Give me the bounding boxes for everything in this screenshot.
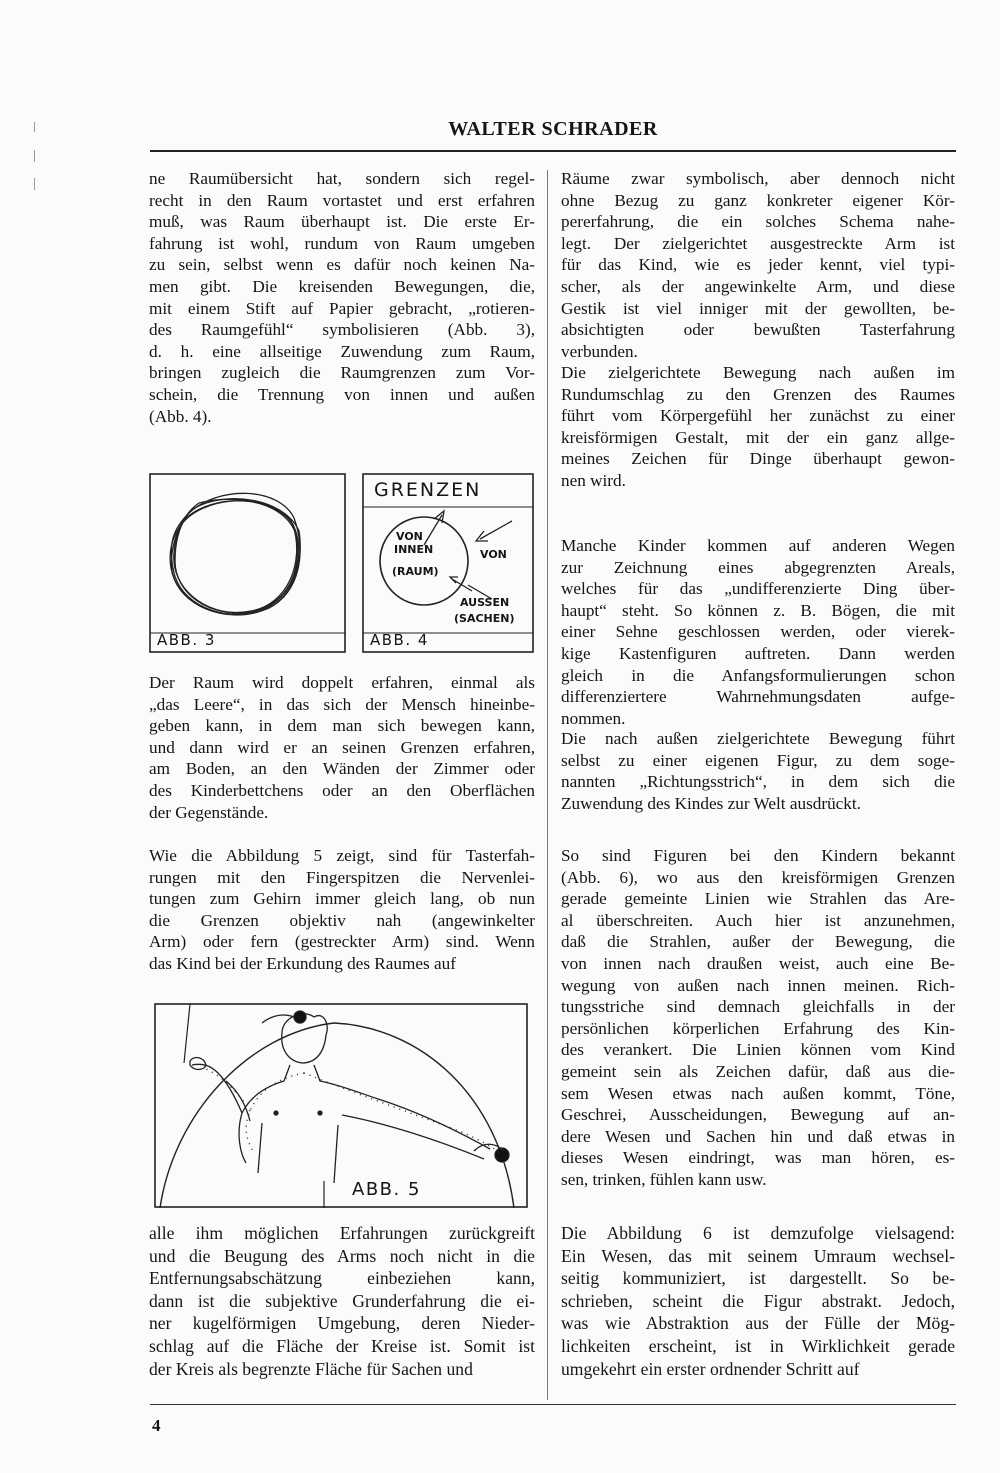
text-line: seitig kommuniziert, ist dargestellt. So be- xyxy=(561,1268,955,1289)
text-line: der Kreis als begrenzte Fläche für Sachen und xyxy=(149,1358,473,1379)
text-line: sen, trinken, fühlen kann usw. xyxy=(561,1169,767,1189)
abb4-label-von-outside: VON xyxy=(480,548,507,561)
abb3-rotating-circles xyxy=(170,493,300,615)
left-paragraph-3 xyxy=(149,845,535,975)
text-line: nen wird. xyxy=(561,470,626,490)
abb5-reach-arc xyxy=(160,1023,514,1208)
text-line: bringen zugleich die Raumgrenzen zum Vor- xyxy=(149,363,535,383)
text-line: geben kann, in dem man sich bewegen kann, xyxy=(149,716,535,736)
margin-mark xyxy=(34,178,35,190)
text-line: welches für das „undifferenzierte Ding über- xyxy=(561,579,955,599)
footer-rule xyxy=(150,1404,956,1405)
text-line: pererfahrung, die ein solches Schema nahe- xyxy=(561,212,955,232)
text-line: Die nach außen zielgerichtete Bewegung führt xyxy=(561,729,955,748)
abb5-figure-outline xyxy=(190,1011,509,1183)
text-line: umgekehrt ein erster ordnender Schritt auf xyxy=(561,1358,860,1379)
abb4-boundary-circle xyxy=(380,517,468,605)
text-line: gleich in die Anfangsformulierungen schon xyxy=(561,665,955,685)
text-line: des verankert. Die Linien können vom Kind xyxy=(561,1040,955,1060)
text-line: „das Leere“, in das sich der Mensch hineinbe- xyxy=(149,694,535,714)
margin-mark xyxy=(34,150,35,162)
text-line: des Kinderbettchens oder an den Oberflächen xyxy=(149,780,535,800)
abb4-label-von-inside: VON xyxy=(396,530,423,543)
text-line: schlag auf die Fläche der Kreise ist. Somit ist xyxy=(149,1335,535,1356)
right-paragraph-4 xyxy=(561,728,955,814)
text-line: Der Raum wird doppelt erfahren, einmal als xyxy=(149,673,535,692)
text-line: Entfernungsabschätzung einbeziehen kann, xyxy=(149,1268,535,1289)
text-line: für das Kind, wie es jeder kennt, viel typi- xyxy=(561,255,955,275)
abb4-label-innen: INNEN xyxy=(394,543,434,556)
text-line: haupt“ steht. So können z. B. Bögen, die mit xyxy=(561,600,955,620)
figure-abb4 xyxy=(362,473,534,653)
text-line: des Raumgefühl“ symbolisieren (Abb. 3), xyxy=(149,320,535,340)
text-line: Manche Kinder kommen auf anderen Wegen xyxy=(561,536,955,555)
text-line: einer Sehne geschlossen werden, oder vierek- xyxy=(561,622,955,642)
text-line: wegung von außen nach innen meinen. Rich- xyxy=(561,975,955,995)
abb4-label-aussen: AUSSEN xyxy=(460,596,510,609)
text-line: Wie die Abbildung 5 zeigt, sind für Tasterfah- xyxy=(149,846,535,865)
text-line: der Gegenstände. xyxy=(149,802,269,822)
text-line: Zuwendung des Kindes zur Welt ausdrückt. xyxy=(561,793,861,813)
header-rule xyxy=(150,150,956,152)
right-paragraph-3 xyxy=(561,535,955,729)
text-line: tungen zum Gehirn immer gleich lang, ob nun xyxy=(149,889,535,909)
page-number: 4 xyxy=(152,1416,161,1435)
abb5-caption: ABB. 5 xyxy=(352,1179,421,1200)
abb5-guide-line xyxy=(184,1004,190,1063)
abb4-label-sachen: (SACHEN) xyxy=(454,612,515,625)
text-line: ner kugelförmigen Umgebung, deren Nieder- xyxy=(149,1313,535,1334)
text-line: So sind Figuren bei den Kindern bekannt xyxy=(561,846,955,865)
column-divider xyxy=(547,170,548,1400)
text-line: dann ist die subjektive Grunderfahrung die ei- xyxy=(149,1290,535,1311)
text-line: (Abb. 6), wo aus den kreisförmigen Grenzen xyxy=(561,867,955,887)
abb3-drawing xyxy=(149,473,346,653)
abb5-frame xyxy=(155,1004,527,1207)
right-paragraph-5 xyxy=(561,845,955,1191)
text-line: Geschrei, Ausscheidungen, Bewegung auf an- xyxy=(561,1105,955,1125)
text-line: absichtigten oder bewußten Tasterfahrung xyxy=(561,320,955,340)
text-line: ne Raumübersicht hat, sondern sich regel- xyxy=(149,169,535,188)
left-paragraph-2 xyxy=(149,672,535,823)
text-line: nannten „Richtungsstrich“, in dem sich die xyxy=(561,772,955,792)
text-line: selbst zu einer eigenen Figur, zu dem soge- xyxy=(561,750,955,770)
text-line: Räume zwar symbolisch, aber dennoch nicht xyxy=(561,169,955,188)
text-line: lichkeiten erscheint, ist in Wirklichkeit gerade xyxy=(561,1335,955,1356)
text-line: scher, als der angewinkelte Arm, und diese xyxy=(561,276,955,296)
text-line: daß die Strahlen, außer der Bewegung, die xyxy=(561,932,955,952)
right-paragraph-2 xyxy=(561,362,955,492)
text-line: (Abb. 4). xyxy=(149,406,212,426)
text-line: dieses Wesen eindringt, was man hören, es- xyxy=(561,1148,955,1168)
text-line: dere Wesen und Sachen hin und daß etwas in xyxy=(561,1126,955,1146)
text-line: persönlichen körperlichen Erfahrung des Kin- xyxy=(561,1018,955,1038)
figure-abb5 xyxy=(154,1003,528,1208)
text-line: d. h. eine allseitige Zuwendung zum Raum, xyxy=(149,341,535,361)
text-line: kreisförmigen Gestalt, mit der ein ganz allge- xyxy=(561,427,955,447)
text-line: die Grenzen objektiv nah (angewinkelter xyxy=(149,910,535,930)
text-line: muß, was Raum überhaupt ist. Die erste Er- xyxy=(149,212,535,232)
text-line: Die zielgerichtete Bewegung nach außen im xyxy=(561,363,955,382)
text-line: zur Zeichnung eines abgegrenzten Areals, xyxy=(561,557,955,577)
text-line: und die Beugung des Arms noch nicht in die xyxy=(149,1245,535,1266)
text-line: recht in den Raum vortastet und erst erfahren xyxy=(149,190,535,210)
text-line: fahrung ist wohl, rundum von Raum umgeben xyxy=(149,233,535,253)
text-line: verbunden. xyxy=(561,341,638,361)
text-line: differenziertere Wahrnehmungsdaten aufge- xyxy=(561,687,955,707)
right-paragraph-1 xyxy=(561,168,955,362)
text-line: alle ihm möglichen Erfahrungen zurückgreift xyxy=(149,1223,535,1243)
abb4-label-raum: (RAUM) xyxy=(392,565,439,578)
text-line: tungsstriche sind demnach gleichfalls in der xyxy=(561,997,955,1017)
text-line: zu sein, selbst wenn es dafür noch keinen Na- xyxy=(149,255,535,275)
running-header: WALTER SCHRADER xyxy=(448,118,658,140)
text-line: Ein Wesen, das mit seinem Umraum wechsel- xyxy=(561,1245,955,1266)
text-line: schein, die Trennung von innen und außen xyxy=(149,384,535,404)
text-line: am Boden, an den Wänden der Zimmer oder xyxy=(149,759,535,779)
text-line: von innen nach draußen weist, auch eine Be- xyxy=(561,953,955,973)
text-line: meines Zeichen für Dinge überhaupt gewon- xyxy=(561,449,955,469)
text-line: kige Kastenfiguren auftreten. Dann werden xyxy=(561,643,955,663)
text-line: führt vom Körpergefühl her zunächst zu einer xyxy=(561,406,955,426)
text-line: legt. Der zielgerichtet ausgestreckte Arm ist xyxy=(561,233,955,253)
abb4-caption: ABB. 4 xyxy=(370,631,429,649)
text-line: Gestik ist viel inniger mit der gewollten, be- xyxy=(561,298,955,318)
abb3-caption: ABB. 3 xyxy=(157,631,216,649)
margin-mark xyxy=(34,122,35,132)
text-line: mit einem Stift auf Papier gebracht, „rotieren- xyxy=(149,298,535,318)
abb5-drawing xyxy=(154,1003,528,1208)
text-line: Die Abbildung 6 ist demzufolge vielsagend: xyxy=(561,1223,955,1243)
figure-abb3 xyxy=(149,473,346,653)
text-line: schrieben, scheint die Figur abstrakt. Jedoch, xyxy=(561,1290,955,1311)
text-line: nommen. xyxy=(561,708,626,728)
text-line: gerade gemeinte Linien wie Strahlen das Are- xyxy=(561,889,955,909)
text-line: ohne Bezug zu ganz konkreter eigener Kör- xyxy=(561,190,955,210)
text-line: das Kind bei der Erkundung des Raumes auf xyxy=(149,953,456,973)
text-line: men gibt. Die kreisenden Bewegungen, die, xyxy=(149,276,535,296)
left-paragraph-4 xyxy=(149,1222,535,1380)
text-line: Rundumschlag zu den Grenzen des Raumes xyxy=(561,384,955,404)
text-line: Arm) oder fern (gestreckter Arm) sind. Wenn xyxy=(149,932,535,952)
text-line: al überschreiten. Auch hier ist anzunehmen, xyxy=(561,910,955,930)
text-line: rungen mit den Fingerspitzen die Nervenlei- xyxy=(149,867,535,887)
right-paragraph-6 xyxy=(561,1222,955,1380)
text-line: gemeint sein als Zeichen dafür, daß aus die- xyxy=(561,1061,955,1081)
abb4-title: GRENZEN xyxy=(374,479,482,501)
text-line: und dann wird er an seinen Grenzen erfahren, xyxy=(149,737,535,757)
text-line: was wie Abstraktion aus der Fülle der Mög- xyxy=(561,1313,955,1334)
left-paragraph-1 xyxy=(149,168,535,427)
abb5-nerve-dots xyxy=(206,1069,500,1153)
text-line: sem Wesen etwas nach außen kommt, Töne, xyxy=(561,1083,955,1103)
